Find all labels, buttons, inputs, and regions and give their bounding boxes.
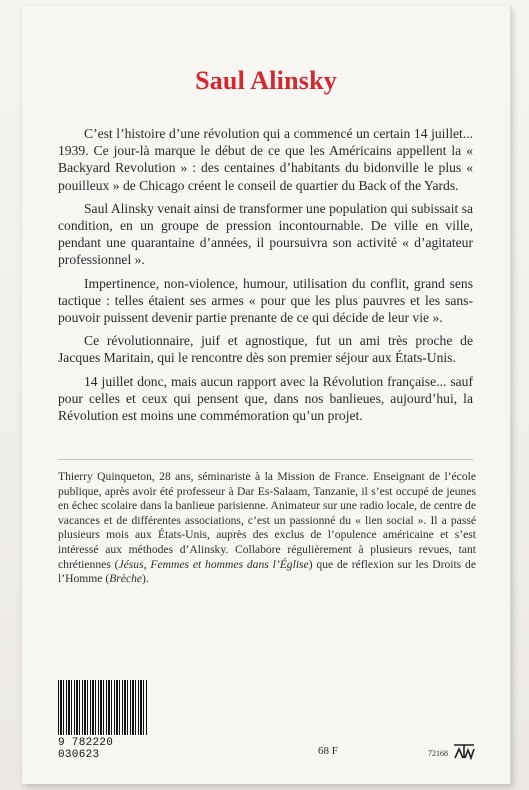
blurb xyxy=(58,125,473,430)
bio-text-3: ). xyxy=(142,572,149,586)
paragraph-4: Ce révolutionnaire, juif et agnostique, fut un ami très proche de Jacques Maritain, qui le rencontre dès son premier séjour aux États-Unis. xyxy=(58,333,473,366)
divider xyxy=(58,459,473,460)
bio-text-1: Thierry Quinqueton, 28 ans, séminariste à la Mission de France. Enseignant de l’école publique, après avoir été professeur à Dar Es-Salaam, Tanzanie, il s’est occupé de jeunes en échec scolaire dans la banlieue parisienne. Animateur sur une radio locale, de centre de vacances et de différentes associations, c’est un passionné du « lien social ». Il a passé plusieurs mois aux États-Unis, auprès des exclus de l’opulence américaine et s’est intéressé aux méthodes d’Alinsky. Collabore régulièrement à plusieurs revues, tant chrétiennes ( xyxy=(58,470,476,571)
paragraph-3: Impertinence, non-violence, humour, utilisation du conflit, grand sens tactique : telles étaient ses armes « pour que les plus pauvres et les sans-pouvoir puissent devenir partie prenante de ce qui décide de leur vie ». xyxy=(58,275,473,326)
barcode-number: 9 782220 030623 xyxy=(58,737,114,761)
price-label: 68 F xyxy=(318,745,338,757)
barcode xyxy=(58,680,148,761)
book-title: Saul Alinsky xyxy=(195,66,337,95)
paragraph-2: Saul Alinsky venait ainsi de transformer une population qui subissait sa condition, en un groupe de pression incontournable. De ville en ville, pendant une quarantaine d’années, il poursuivra son activité « d’agitateur professionnel ». xyxy=(58,200,473,268)
barcode-bars xyxy=(58,680,148,735)
author-bio xyxy=(58,470,476,587)
publisher-logo-icon xyxy=(452,742,476,760)
bio-text-2: ) que de réflexion sur les Droits de l’Homme ( xyxy=(58,557,476,586)
paragraph-1: C’est l’histoire d’une révolution qui a commencé un certain 14 juillet... 1939. Ce jour-là marque le début de ce que les Américains appellent la « Backyard Revolution » : des centaines d’habitants du bidonville le plus « pouilleux » de Chicago créent le conseil de quartier du Back of the Yards. xyxy=(58,126,473,193)
paragraph-5: 14 juillet donc, mais aucun rapport avec la Révolution française... sauf pour celles et ceux qui pensent que, dans nos banlieues, aujourd’hui, la Révolution est moins une commémoration qu’un projet. xyxy=(58,373,473,424)
bio-italic-2: Brèche xyxy=(109,572,143,586)
bio-italic-1: Jésus, Femmes et hommes dans l’Église xyxy=(118,557,309,571)
catalog-code: 72168 xyxy=(428,749,448,758)
